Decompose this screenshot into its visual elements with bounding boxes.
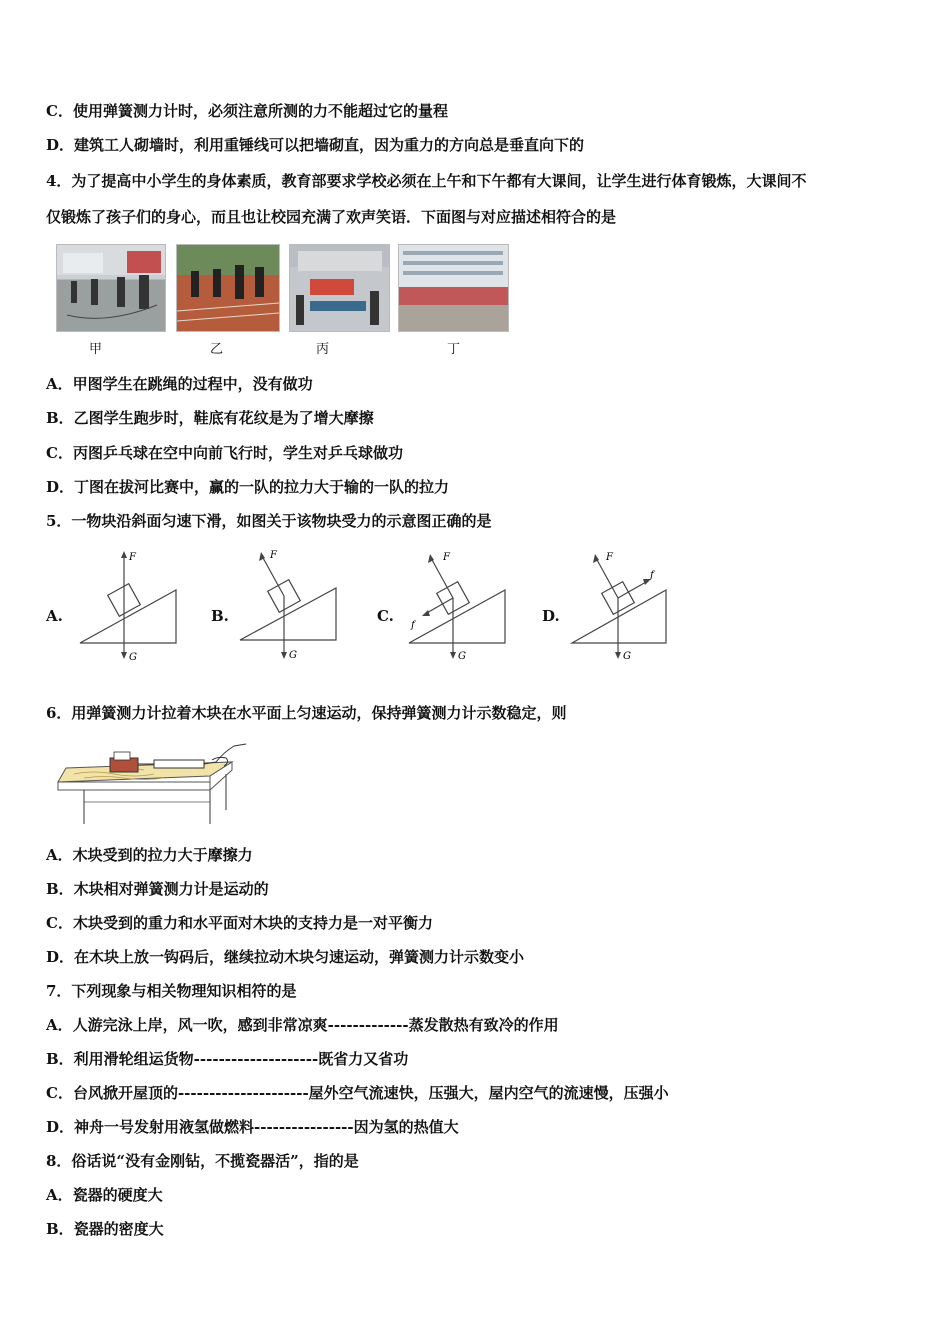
q5-option-c-label: C. [377,607,394,625]
caption-bing: 丙 [316,342,330,357]
q5-c-friction-label: f [411,620,415,631]
q5-d-f-label: F [606,552,613,563]
q5-b-f-label: F [270,550,277,561]
photo-ding [398,244,509,332]
q5-stem: 5．一物块沿斜面匀速下滑，如图关于该物块受力的示意图正确的是 [46,512,492,530]
q4-option-c: C．丙图乒乓球在空中向前飞行时，学生对乒乓球做功 [46,444,403,462]
photo-yi [176,244,280,332]
q4-option-b: B．乙图学生跑步时，鞋底有花纹是为了增大摩擦 [46,409,374,427]
caption-jia: 甲 [89,342,103,357]
q5-c-f-label: F [443,552,450,563]
photo-bing [289,244,390,332]
q4-option-d: D．丁图在拔河比赛中，赢的一队的拉力大于输的一队的拉力 [46,478,450,496]
q8-option-b: B．瓷器的密度大 [46,1220,164,1238]
q5-option-b-label: B. [211,607,229,625]
caption-ding: 丁 [447,342,461,357]
q5-a-g-label: G [129,652,137,663]
q5-c-g-label: G [458,651,466,662]
photo-jia [56,244,166,332]
q5-option-a-label: A. [46,607,63,625]
q5-diagram-d [566,548,682,666]
caption-yi: 乙 [210,342,224,357]
q5-diagram-b [234,548,350,666]
q7-option-b: B．利用滑轮组运货物--------------------既省力又省功 [46,1050,409,1068]
q5-d-g-label: G [623,651,631,662]
q8-option-a: A．瓷器的硬度大 [46,1186,163,1204]
q6-table-diagram [54,740,254,824]
q7-option-c: C．台风掀开屋顶的---------------------屋外空气流速快，压强大，屋内空气的流速慢，压强小 [46,1084,669,1102]
q4-option-a: A．甲图学生在跳绳的过程中，没有做功 [46,375,313,393]
q8-stem: 8．俗话说“没有金刚钻，不揽瓷器活”，指的是 [46,1152,359,1170]
q6-option-d: D．在木块上放一钩码后，继续拉动木块匀速运动，弹簧测力计示数变小 [46,948,525,966]
photo-ding-image [399,245,508,331]
q6-option-a: A．木块受到的拉力大于摩擦力 [46,846,253,864]
photo-jia-image [57,245,165,331]
q7-stem: 7．下列现象与相关物理知识相符的是 [46,982,297,1000]
q3-option-c: C．使用弹簧测力计时，必须注意所测的力不能超过它的量程 [46,102,448,120]
q5-diagram-a [72,548,188,666]
q7-option-a: A．人游完泳上岸，风一吹，感到非常凉爽-------------蒸发散热有致冷的作用 [46,1016,559,1034]
q6-option-c: C．木块受到的重力和水平面对木块的支持力是一对平衡力 [46,914,433,932]
q5-d-friction-label: f [650,570,654,581]
photo-bing-image [290,245,389,331]
q5-option-d-label: D. [542,607,560,625]
q5-diagram-c [403,548,519,666]
q4-stem-line1: 4．为了提高中小学生的身体素质，教育部要求学校必须在上午和下午都有大课间，让学生进行体育锻炼，大课间不 [46,172,807,190]
photo-yi-image [177,245,279,331]
q4-stem-line2: 仅锻炼了孩子们的身心，而且也让校园充满了欢声笑语．下面图与对应描述相符合的是 [46,208,617,226]
q3-option-d: D．建筑工人砌墙时，利用重锤线可以把墙砌直，因为重力的方向总是垂直向下的 [46,136,585,154]
q7-option-d: D．神舟一号发射用液氢做燃料----------------因为氢的热值大 [46,1118,459,1136]
q5-b-g-label: G [289,650,297,661]
q5-a-f-label: F [129,552,136,563]
q6-stem: 6．用弹簧测力计拉着木块在水平面上匀速运动，保持弹簧测力计示数稳定，则 [46,704,567,722]
q6-option-b: B．木块相对弹簧测力计是运动的 [46,880,269,898]
